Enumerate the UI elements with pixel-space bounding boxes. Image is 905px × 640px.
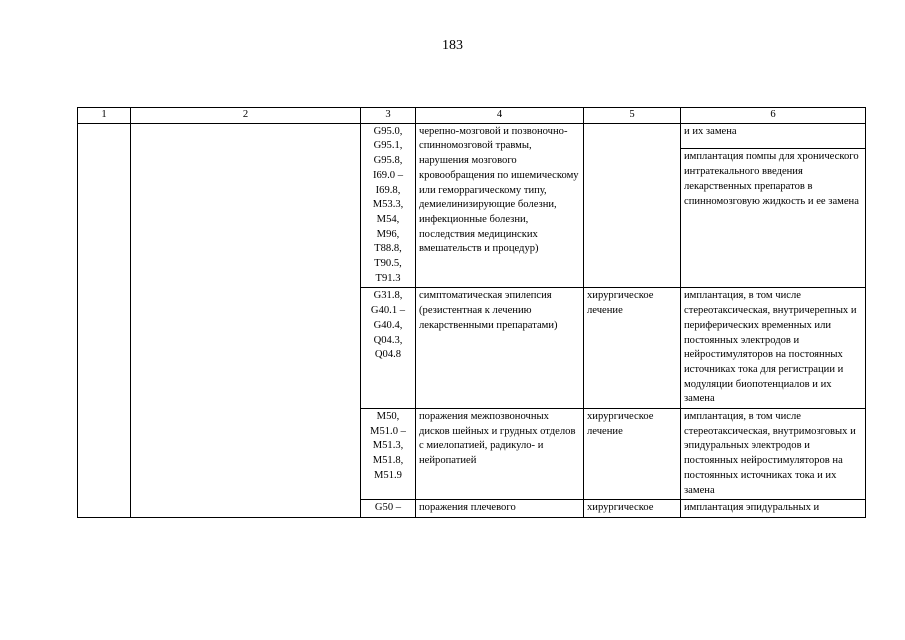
icd-codes-cell: [361, 123, 416, 288]
icd-code: M54,: [376, 213, 400, 225]
icd-code: M51.9: [374, 469, 402, 481]
table-row: [78, 123, 866, 149]
method-cell: имплантация эпидуральных и: [681, 500, 866, 518]
icd-code: T91.3: [375, 272, 401, 284]
icd-codes-cell: [361, 288, 416, 409]
care-type-cell: [131, 123, 361, 517]
icd-code: M51.3,: [372, 440, 404, 452]
method-cell: имплантация помпы для хронического интратекального введения лекарственных препаратов в спинномозговую жидкость и ее замена: [681, 149, 866, 288]
treatment-cell: хирургическое: [584, 500, 681, 518]
icd-code: T90.5,: [374, 258, 402, 270]
method-cell: и их замена: [681, 123, 866, 149]
icd-code: M51.8,: [372, 455, 404, 467]
icd-code: M53.3,: [372, 199, 404, 211]
group-number-cell: [78, 123, 131, 517]
condition-cell: поражения плечевого: [416, 500, 584, 518]
column-number-6: 6: [681, 108, 866, 124]
icd-code: M96,: [376, 228, 400, 240]
method-cell: имплантация, в том числе стереотаксическая, внутричерепных и периферических временных или постоянных электродов и нейростимуляторов на постоянных источниках тока для регистрации и модуляции биопотенциалов и их замена: [681, 288, 866, 409]
condition-cell: симптоматическая эпилепсия (резистентная к лечению лекарственными препаратами): [416, 288, 584, 409]
icd-code: G95.8,: [373, 155, 403, 167]
method-cell: имплантация, в том числе стереотаксическая, внутримозговых и эпидуральных электродов и постоянных нейростимуляторов на постоянных источниках тока и их замена: [681, 409, 866, 500]
treatment-cell: хирургическое лечение: [584, 288, 681, 409]
icd-code: G50 –: [374, 502, 402, 514]
condition-cell: поражения межпозвоночных дисков шейных и грудных отделов с миелопатией, радикуло- и нейропатией: [416, 409, 584, 500]
icd-code: G31.8,: [373, 290, 403, 302]
page-number: 183: [442, 38, 463, 53]
column-number-1: 1: [78, 108, 131, 124]
column-number-3: 3: [361, 108, 416, 124]
icd-code: G40.1 –: [370, 305, 406, 317]
icd-code: M50,: [376, 411, 400, 423]
medical-procedures-table: [77, 107, 866, 518]
icd-code: I69.8,: [375, 184, 401, 196]
page-bottom-margin: [0, 568, 905, 640]
icd-code: G40.4,: [373, 319, 403, 331]
column-number-4: 4: [416, 108, 584, 124]
icd-code: T88.8,: [374, 243, 402, 255]
column-number-5: 5: [584, 108, 681, 124]
icd-code: M51.0 –: [370, 425, 406, 437]
icd-code: Q04.3,: [373, 334, 403, 346]
column-number-2: 2: [131, 108, 361, 124]
icd-code: G95.1,: [373, 140, 403, 152]
treatment-cell: [584, 123, 681, 288]
icd-code: Q04.8: [374, 349, 402, 361]
icd-code: I69.0 –: [372, 169, 403, 181]
icd-codes-cell: [361, 500, 416, 518]
condition-cell: черепно-мозговой и позвоночно-спинномозговой травмы, нарушения мозгового кровообращения по ишемическому или геморрагическому типу, демиелинизирующие болезни, инфекционные болезни, последствия медицинских вмешательств и процедур): [416, 123, 584, 288]
icd-code: G95.0,: [373, 125, 403, 137]
table-header-row: [78, 108, 866, 124]
treatment-cell: хирургическое лечение: [584, 409, 681, 500]
icd-codes-cell: [361, 409, 416, 500]
